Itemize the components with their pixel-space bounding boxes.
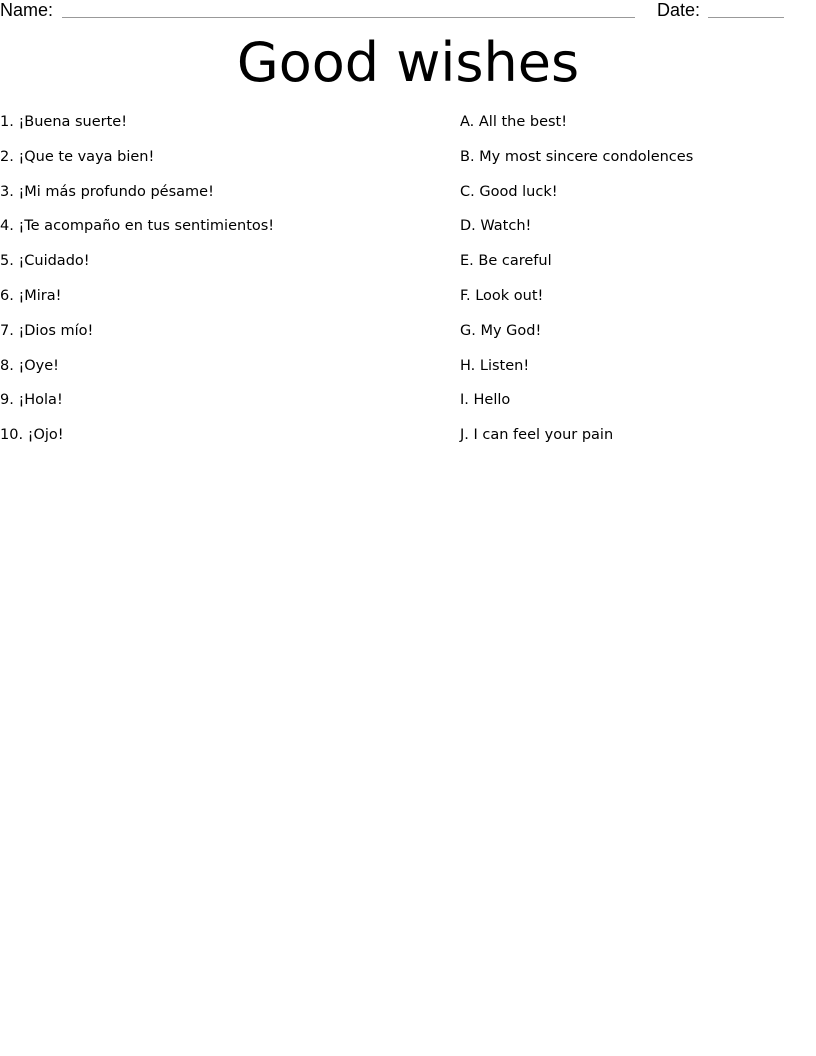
english-translation-item: G. My God!: [460, 322, 542, 339]
english-translation-item: C. Good luck!: [460, 183, 558, 200]
spanish-phrase-item: 7. ¡Dios mío!: [0, 322, 94, 339]
english-translation-item: J. I can feel your pain: [460, 427, 614, 444]
english-translation-item: I. Hello: [460, 392, 511, 409]
english-translation-item: A. All the best!: [460, 114, 568, 130]
spanish-phrase-item: 2. ¡Que te vaya bien!: [0, 148, 155, 165]
spanish-phrase-item: 1. ¡Buena suerte!: [0, 114, 128, 130]
date-blank-line: [708, 17, 784, 18]
spanish-phrase-item: 4. ¡Te acompaño en tus sentimientos!: [0, 218, 275, 235]
spanish-phrase-item: 8. ¡Oye!: [0, 357, 59, 374]
spanish-phrase-item: 6. ¡Mira!: [0, 287, 62, 304]
english-translation-item: E. Be careful: [460, 253, 552, 270]
spanish-phrase-item: 9. ¡Hola!: [0, 392, 63, 409]
english-translation-item: B. My most sincere condolences: [460, 148, 694, 165]
english-translations-list: [460, 112, 800, 460]
english-translation-item: D. Watch!: [460, 218, 532, 235]
spanish-phrase-item: 10. ¡Ojo!: [0, 427, 64, 444]
spanish-phrases-list: [0, 112, 440, 460]
worksheet-header: [0, 0, 816, 24]
english-translation-item: F. Look out!: [460, 287, 544, 304]
date-label: Date:: [657, 0, 701, 20]
english-translation-item: H. Listen!: [460, 357, 530, 374]
spanish-phrase-item: 3. ¡Mi más profundo pésame!: [0, 183, 214, 200]
spanish-phrase-item: 5. ¡Cuidado!: [0, 253, 90, 270]
worksheet-title: Good wishes: [236, 31, 580, 94]
name-blank-line: [62, 17, 635, 18]
name-label: Name:: [0, 0, 54, 20]
